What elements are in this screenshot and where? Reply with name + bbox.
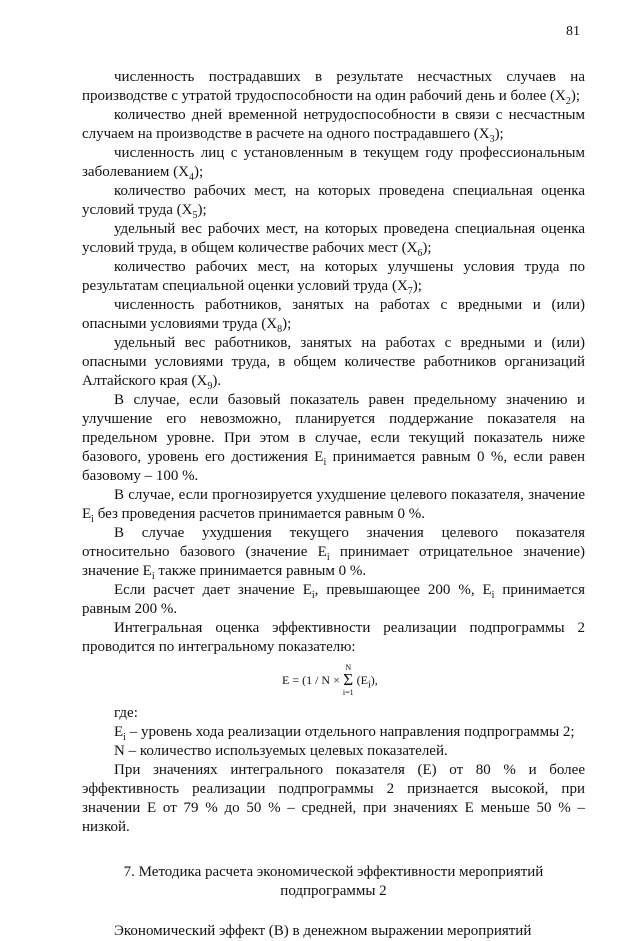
section-heading-line-1: 7. Методика расчета экономической эффективности мероприятий xyxy=(123,864,544,880)
paragraph: В случае ухудшения текущего значения целевого показателя относительно базового (значение $E_i$ принимает отрицательное значение) значение $E_i$ также принимается равным 0 %. xyxy=(82,525,586,582)
definition-item: $E_i$ – уровень хода реализации отдельного направления подпрограммы 2; xyxy=(114,724,575,743)
paragraph: В случае, если прогнозируется ухудшение целевого показателя, значение $E_i$ без проведения расчетов принимается равным 0 %. xyxy=(82,487,585,525)
paragraph: количество рабочих мест, на которых улучшены условия труда по результатам специальной оценки условий труда $(X_7)$; xyxy=(82,259,585,297)
paragraph: количество рабочих мест, на которых проведена специальная оценка условий труда $(X_5)$; xyxy=(82,183,585,221)
sigma-lower-limit: i=1 xyxy=(342,688,354,697)
paragraph: В случае, если базовый показатель равен предельному значению и улучшение его невозможно, планируется поддержание показателя на предельном уровне. При этом в случае, если текущий показатель ниже базового, уровень его достижения $E_i$ принимается равным 0 %, если равен базовому – 100 %. xyxy=(82,392,586,484)
sigma-upper-limit: N xyxy=(345,663,352,672)
definition-item: N – количество используемых целевых показателей. xyxy=(114,743,448,759)
paragraph: Интегральная оценка эффективности реализации подпрограммы 2 проводится по интегральному показателю: xyxy=(82,620,585,655)
formula-lhs: E = (1 / N × xyxy=(282,672,340,687)
integral-formula xyxy=(282,658,585,702)
section-heading-line-2: подпрограммы 2 xyxy=(280,883,387,899)
paragraph: удельный вес работников, занятых на работах с вредными и (или) опасными условиями труда, в общем количестве работников организаций Алтайского края $(X_9)$. xyxy=(82,335,585,392)
paragraph: численность пострадавших в результате несчастных случаев на производстве с утратой трудоспособности на один рабочий день и более $(X_2)$; xyxy=(82,69,585,107)
paragraph: количество дней временной нетрудоспособности в связи с несчастным случаем на производстве в расчете на одного пострадавшего $(X_3)$; xyxy=(82,107,585,145)
body-text xyxy=(82,68,585,941)
formula-rhs: $(E_i)$, xyxy=(356,672,378,690)
sigma-icon xyxy=(343,663,354,697)
where-label: где: xyxy=(114,705,138,721)
paragraph-list xyxy=(82,68,585,657)
sigma-symbol: Σ xyxy=(343,670,354,689)
paragraph: численность лиц с установленным в текущем году профессиональным заболеванием $(X_4)$; xyxy=(82,145,585,183)
section-heading xyxy=(82,863,585,901)
paragraph: численность работников, занятых на работах с вредными и (или) опасными условиями труда $(X_8)$; xyxy=(82,297,585,335)
definition-list xyxy=(82,723,585,761)
paragraph: удельный вес рабочих мест, на которых проведена специальная оценка условий труда, в общем количестве рабочих мест $(X_6)$; xyxy=(82,221,585,259)
page-number: 81 xyxy=(566,24,580,39)
paragraph: Если расчет дает значение $E_i$, превышающее 200 %, $E_i$ принимается равным 200 %. xyxy=(82,582,585,617)
last-paragraph: Экономический эффект (В) в денежном выражении мероприятий xyxy=(114,923,532,939)
conclusion-paragraph: При значениях интегрального показателя (E) от 80 % и более эффективность реализации подпрограммы 2 признается высокой, при значении E от 79 % до 50 % – средней, при значениях E меньше 50 % – низкой. xyxy=(82,762,585,835)
